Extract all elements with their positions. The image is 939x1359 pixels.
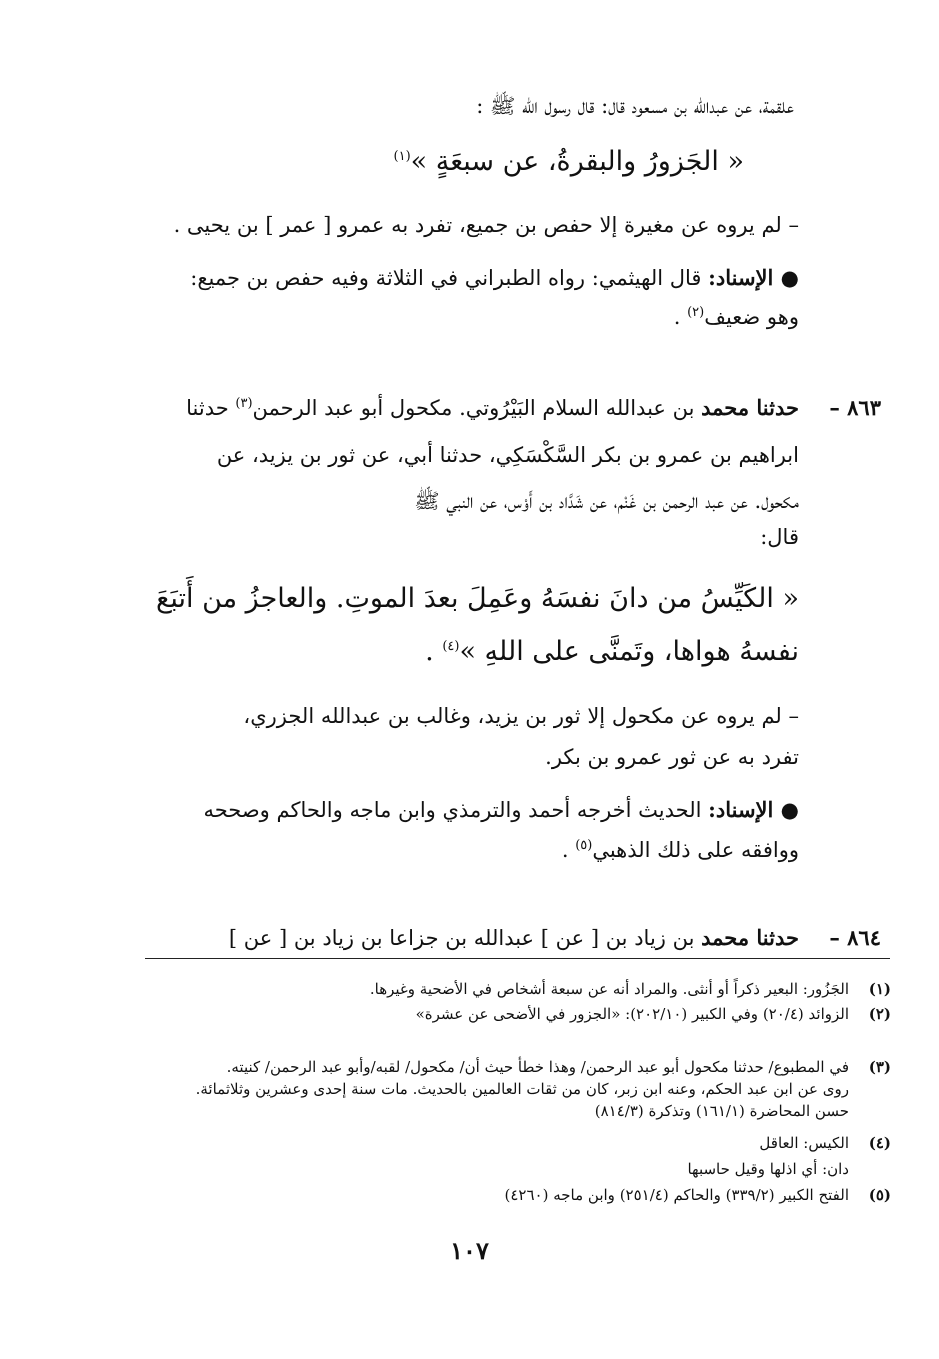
- footnote-5: الفتح الكبير (٣٣٩/٢) والحاكم (٢٥١/٤) وابن ماجه (٤٢٦٠): [504, 1186, 849, 1204]
- isnad-label: ● الإسناد:: [708, 265, 799, 290]
- footnote-ref: (٥): [575, 838, 593, 853]
- footnote-3-continued: روى عن ابن عبد الحكم، وعنه ابن زبر، كان من ثقات العالمين بالحديث. مات سنة إحدى وعشرين وثلاثمائة.: [195, 1080, 849, 1098]
- matn-line-1: [135, 146, 744, 177]
- page-number: ١٠٧: [450, 1236, 489, 1265]
- footnote-4-continued: دان: أي اذلها وقيل حاسبها: [687, 1160, 849, 1178]
- hadith-863-note-1: – لم يروه عن مكحول إلا ثور بن يزيد، وغالب بن عبدالله الجزري،: [243, 704, 799, 728]
- hadith-863-line-4: قال:: [760, 525, 799, 549]
- footnote-2: الزوائد (٢٠/٤) وفي الكبير (٢٠٢/١٠): «الجزور في الأضحى عن عشرة»: [415, 1005, 849, 1023]
- matn-863-line-2: نفسهُ هواها، وتَمنَّى على اللهِ »$^{(٤)}$ .: [425, 636, 799, 667]
- isnad-line-2: وهو ضعيف$^{(٢)}$ .: [673, 305, 799, 329]
- hadith-number-864: ٨٦٤ –: [829, 925, 881, 950]
- footnote-ref: (١): [393, 149, 411, 164]
- footnote-number: (٥): [868, 1186, 891, 1204]
- hadith-863-line-2: ابراهيم بن عمرو بن بكر السَّكْسَكِي، حدثنا أبي، عن ثور بن يزيد، عن: [216, 443, 799, 467]
- hadith-863-line-3: مكحول. عن عبد الرحمن بن غَنْم، عن شَدَّاد بن أَوْس، عن النبي ﷺ: [414, 489, 799, 513]
- isnad-line-1: ● الإسناد: قال الهيثمي: رواه الطبراني في الثلاثة وفيه حفص بن جميع:: [190, 265, 799, 290]
- narrator-opening: حدثنا محمد: [701, 395, 799, 420]
- hadith-863-line-1: حدثنا محمد بن عبدالله السلام البَيْرُوتي. مكحول أبو عبد الرحمن$^{(٣)}$ حدثنا: [186, 395, 799, 420]
- hadith-863-isnad-1: ● الإسناد: الحديث أخرجه أحمد والترمذي وابن ماجه والحاكم وصححه: [203, 797, 799, 822]
- footnote-ref: (٣): [235, 396, 253, 411]
- matn-text: « الجَزورُ والبقرةُ، عن سبعَةٍ »: [410, 146, 744, 177]
- hadith-864-line-1: حدثنا محمد بن زياد بن [ عن ] عبدالله بن جزاعا بن زياد بن [ عن ]: [228, 925, 799, 950]
- matn-863-line-1: « الكَيِّسُ من دانَ نفسَهُ وعَمِلَ بعدَ الموتِ. والعاجزُ من أَتبَعَ: [155, 583, 799, 614]
- isnad-label: ● الإسناد:: [708, 797, 799, 822]
- footnote-ref: (٢): [687, 305, 705, 320]
- footnote-divider: [145, 958, 890, 959]
- footnote-number: (٣): [868, 1058, 891, 1076]
- text-line-1: علقمة، عن عبدالله بن مسعود قال: قال رسول الله ﷺ :: [476, 94, 794, 118]
- narrator-opening: حدثنا محمد: [701, 925, 799, 950]
- footnote-1: الجَزُور: البعير ذكراً أو أنثى. والمراد أنه عن سبعة أشخاص في الأضحية وغيرها.: [369, 980, 849, 998]
- footnote-4: الكيس: العاقل: [759, 1134, 849, 1152]
- hadith-863-note-2: تفرد به عن ثور عمرو بن بكر.: [545, 745, 799, 769]
- footnote-number: (٤): [868, 1134, 891, 1152]
- footnote-ref: (٤): [442, 639, 460, 654]
- footnote-3: في المطبوع/ حدثنا مكحول أبو عبد الرحمن/ وهذا خطأ حيث أن/ مكحول/ لقبه/وأبو عبد الرحمن/ كنيته.: [226, 1058, 849, 1076]
- footnote-number: (١): [868, 980, 891, 998]
- hadith-863-isnad-2: ووافقه على ذلك الذهبي$^{(٥)}$ .: [561, 838, 799, 862]
- text-line-3: – لم يروه عن مغيرة إلا حفص بن جميع، تفرد به عمرو [ عمر ] بن يحيى .: [173, 213, 799, 237]
- footnote-3-source: حسن المحاضرة (١٦١/١) وتذكرة (٨١٤/٣): [594, 1102, 849, 1120]
- hadith-number-863: ٨٦٣ –: [829, 395, 881, 420]
- footnote-number: (٢): [868, 1005, 891, 1023]
